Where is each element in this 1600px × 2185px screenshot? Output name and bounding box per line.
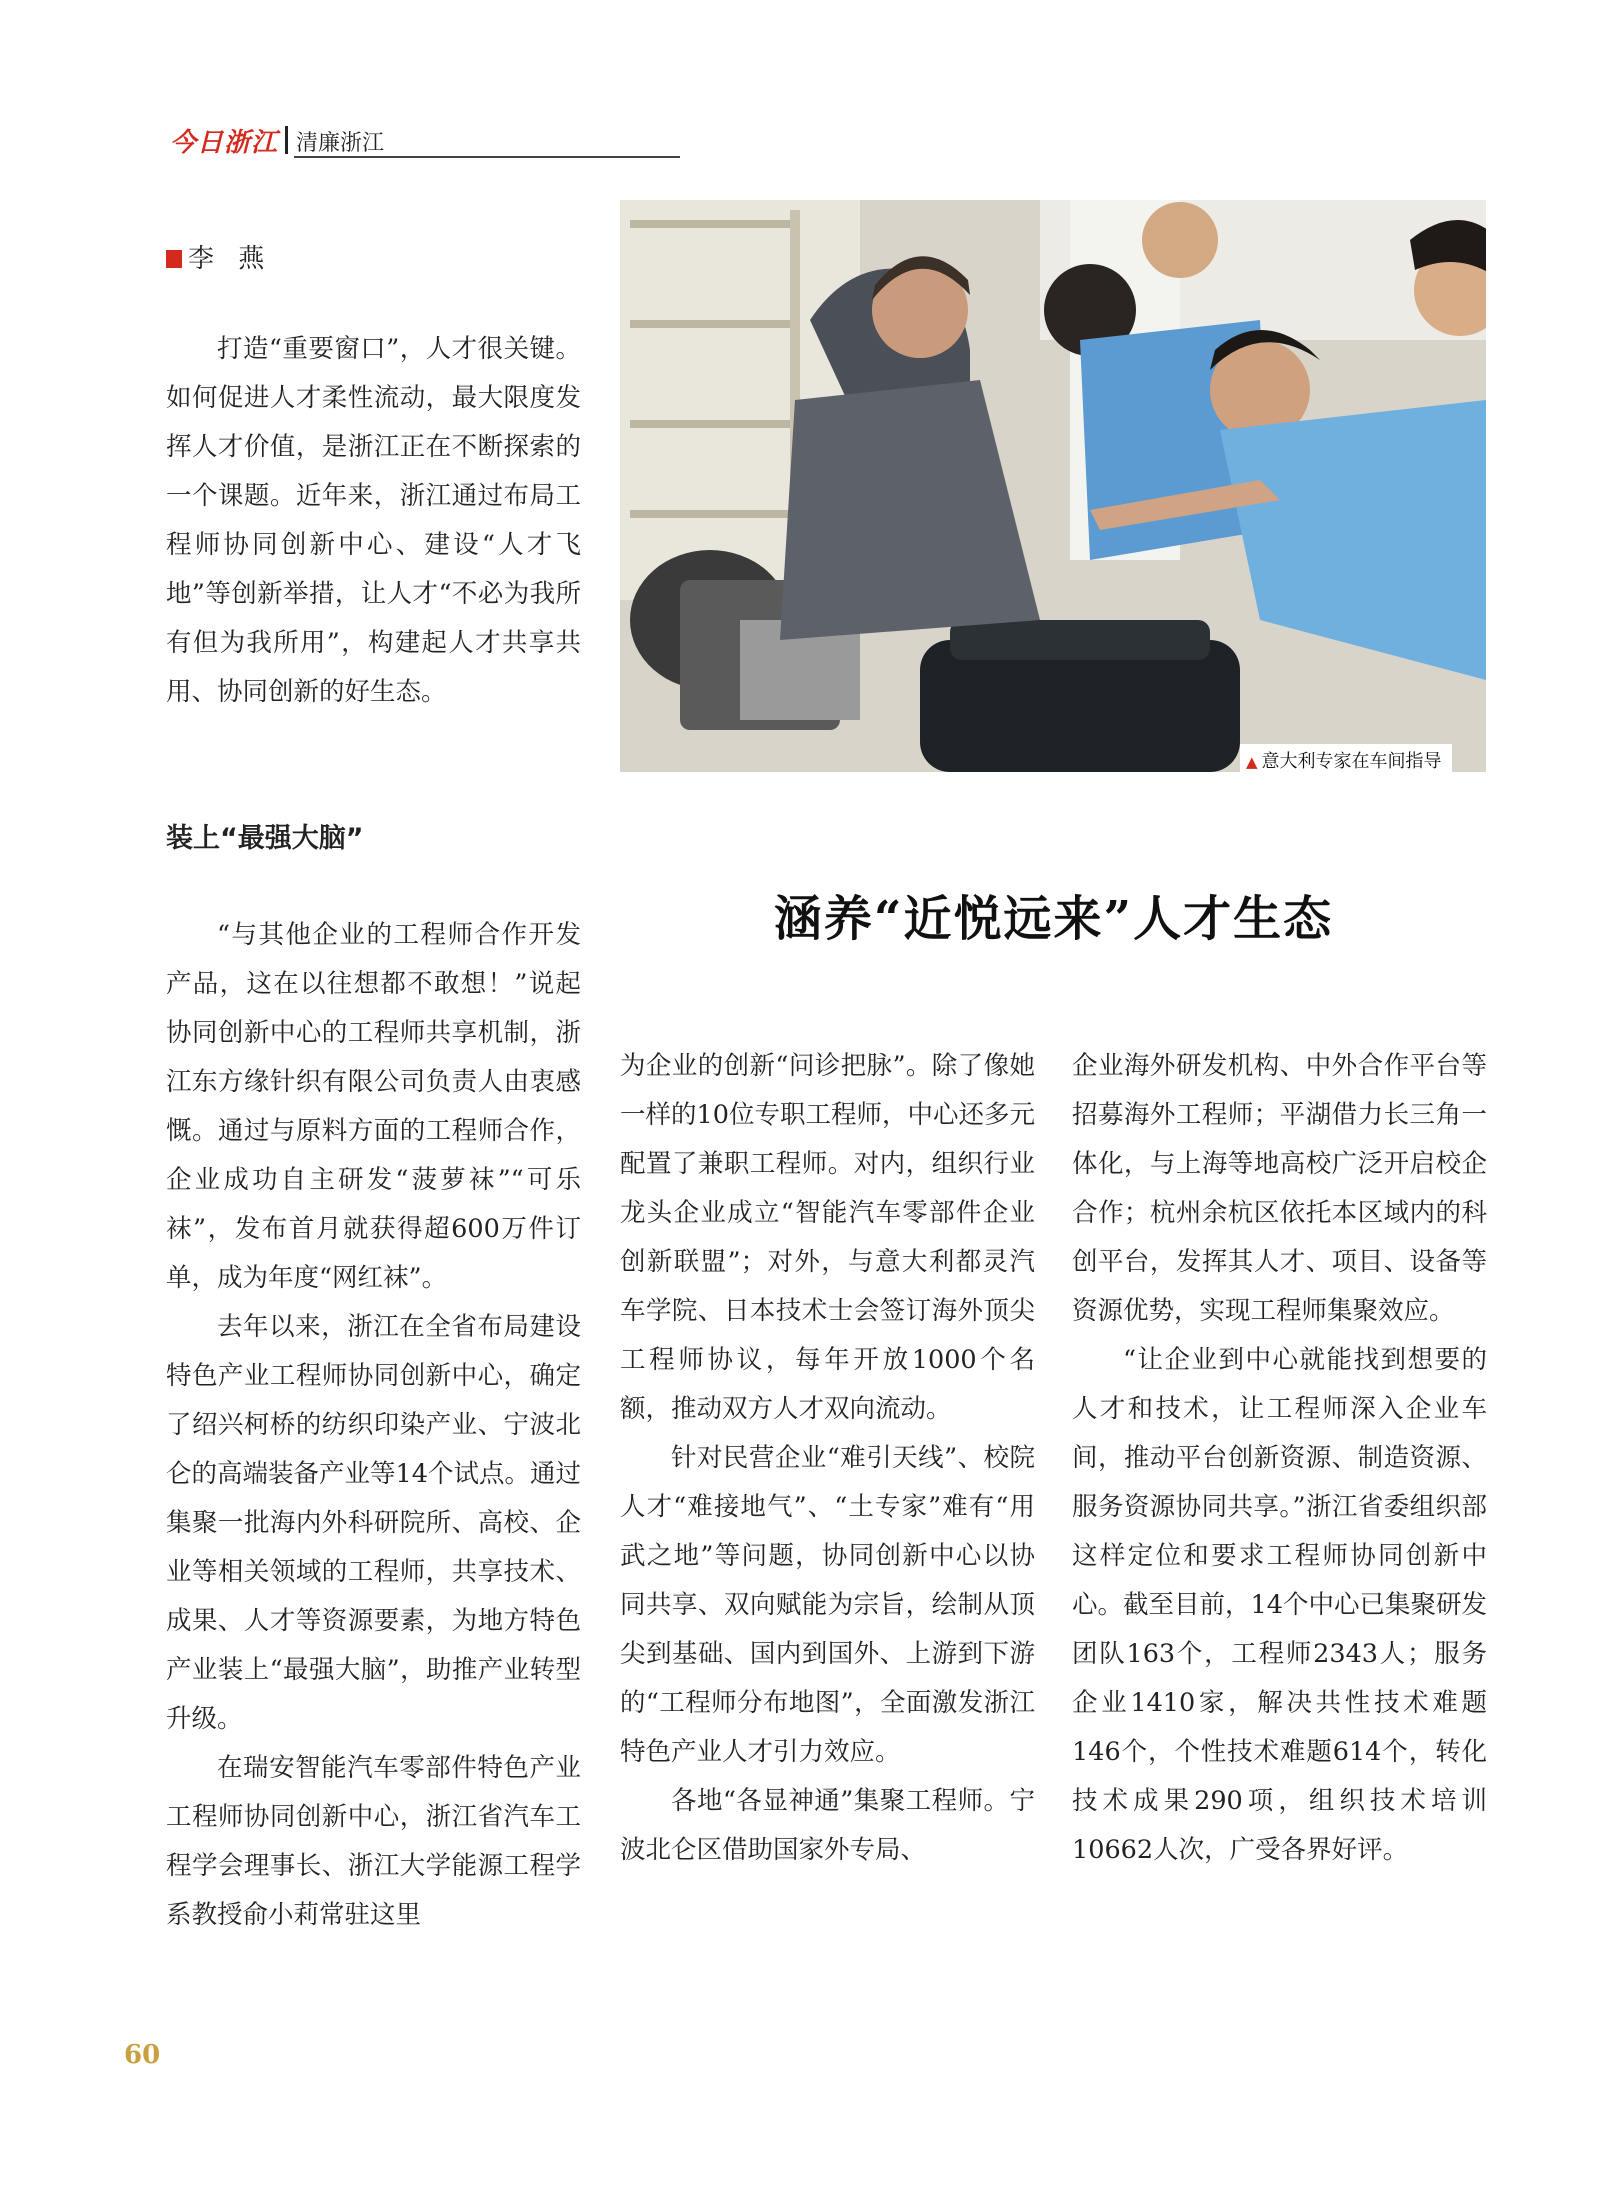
paragraph: 针对民营企业“难引天线”、校院人才“难接地气”、“土专家”难有“用武之地”等问题，协同创新中心以协同共享、双向赋能为宗旨，绘制从顶尖到基础、国内到国外、上游到下游的“工程师分布地图”，全面激发浙江特色产业人才引力效应。 xyxy=(620,1443,1035,1767)
workshop-photo-illustration xyxy=(620,200,1486,772)
triangle-marker-icon: ▲ xyxy=(1246,753,1258,771)
header-rule xyxy=(294,156,680,158)
red-square-icon xyxy=(166,250,182,268)
intro-paragraph: 打造“重要窗口”，人才很关键。如何促进人才柔性流动，最大限度发挥人才价值，是浙江正在不断探索的一个课题。近年来，浙江通过布局工程师协同创新中心、建设“人才飞地”等创新举措，让人才“不必为我所有但为我所用”，构建起人才共享共用、协同创新的好生态。 xyxy=(166,334,581,707)
paragraph: 各地“各显神通”集聚工程师。宁波北仑区借助国家外专局、 xyxy=(620,1786,1035,1865)
body-column-2 xyxy=(620,1042,1035,1875)
article-photo xyxy=(620,200,1486,772)
photo-caption xyxy=(1240,744,1452,776)
paragraph: “让企业到中心就能找到想要的人才和技术，让工程师深入企业车间，推动平台创新资源、制造资源、服务资源协同共享。”浙江省委组织部这样定位和要求工程师协同创新中心。截至目前，14个中心已集聚研发团队163个，工程师2343人；服务企业1410家，解决共性技术难题146个，个性技术难题614个，转化技术成果290项，组织技术培训10662人次，广受各界好评。 xyxy=(1072,1345,1487,1865)
paragraph: 企业海外研发机构、中外合作平台等招募海外工程师；平湖借力长三角一体化，与上海等地高校广泛开启校企合作；杭州余杭区依托本区域内的科创平台，发挥其人才、项目、设备等资源优势，实现工程师集聚效应。 xyxy=(1072,1051,1487,1326)
paragraph: 为企业的创新“问诊把脉”。除了像她一样的10位专职工程师，中心还多元配置了兼职工程师。对内，组织行业龙头企业成立“智能汽车零部件企业创新联盟”；对外，与意大利都灵汽车学院、日本技术士会签订海外顶尖工程师协议，每年开放1000个名额，推动双方人才双向流动。 xyxy=(620,1051,1035,1424)
section-subheading: 装上“最强大脑” xyxy=(166,823,364,854)
page-number: 60 xyxy=(124,2040,161,2070)
body-column-3 xyxy=(1072,1042,1487,1875)
paragraph: 在瑞安智能汽车零部件特色产业工程师协同创新中心，浙江省汽车工程学会理事长、浙江大学能源工程学系教授俞小莉常驻这里 xyxy=(166,1753,581,1930)
author-byline xyxy=(166,238,272,275)
body-column-1 xyxy=(166,911,581,1940)
column-name: 清廉浙江 xyxy=(296,131,385,156)
header-divider xyxy=(285,126,288,154)
paragraph: “与其他企业的工程师合作开发产品，这在以往想都不敢想！”说起协同创新中心的工程师共享机制，浙江东方缘针织有限公司负责人由衷感慨。通过与原料方面的工程师合作，企业成功自主研发“菠萝袜”“可乐袜”，发布首月就获得超600万件订单，成为年度“网红袜”。 xyxy=(166,920,581,1293)
magazine-header xyxy=(170,122,510,156)
intro-column xyxy=(166,325,581,717)
caption-text: 意大利专家在车间指导 xyxy=(1261,751,1442,772)
author-name: 李 燕 xyxy=(188,244,273,274)
paragraph: 去年以来，浙江在全省布局建设特色产业工程师协同创新中心，确定了绍兴柯桥的纺织印染产业、宁波北仑的高端装备产业等14个试点。通过集聚一批海内外科研院所、高校、企业等相关领域的工程师，共享技术、成果、人才等资源要素，为地方特色产业装上“最强大脑”，助推产业转型升级。 xyxy=(166,1312,581,1734)
magazine-logo: 今日浙江 xyxy=(170,128,279,158)
article-title: 涵养“近悦远来”人才生态 xyxy=(773,891,1334,947)
